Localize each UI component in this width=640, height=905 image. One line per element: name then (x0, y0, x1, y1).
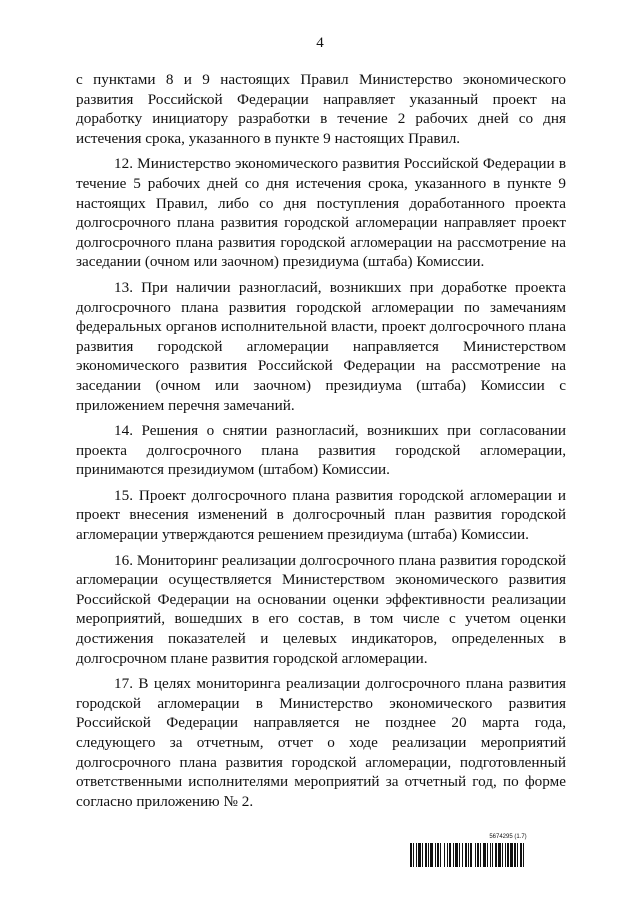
paragraph-12: 12. Министерство экономического развития Российской Федерации в течение 5 рабочих дней со дня истечения срока, указанного в пункте 9 настоящих Правил, либо со дня поступления доработанного проекта долгосрочного плана развития городской агломерации направляет проект долгосрочного плана развития городской агломерации на рассмотрение на заседании (очном или заочном) президиума (штаба) Комиссии. (76, 155, 566, 271)
paragraph-13: 13. При наличии разногласий, возникших при доработке проекта долгосрочного плана развития городской агломерации по замечаниям федеральных органов исполнительной власти, проект долгосрочного плана развития городской агломерации направляется Министерством экономического развития Российской Федерации на рассмотрение на заседании (очном или заочном) президиума (штаба) Комиссии с приложением перечня замечаний. (76, 278, 566, 414)
paragraph-15: 15. Проект долгосрочного плана развития городской агломерации и проект внесения изменений в долгосрочный план развития городской агломерации утверждаются решением президиума (штаба) Комиссии. (76, 486, 566, 544)
document-body (76, 70, 566, 817)
barcode-icon (410, 843, 570, 867)
paragraph-16: 16. Мониторинг реализации долгосрочного плана развития городской агломерации осуществляется Министерством экономического развития Российской Федерации на основании оценки эффективности реализации мероприятий, вошедших в его состав, в том числе с учетом оценки достижения показателей и целевых индикаторов, определенных в долгосрочном плане развития городской агломерации. (76, 551, 566, 667)
paragraph-14: 14. Решения о снятии разногласий, возникших при согласовании проекта долгосрочного плана развития городской агломерации, принимаются президиумом (штабом) Комиссии. (76, 422, 566, 479)
paragraph-continuation: с пунктами 8 и 9 настоящих Правил Министерство экономического развития Российской Федерации направляет указанный проект на доработку инициатору разработки в течение 2 рабочих дней со дня истечения срока, указанного в пункте 9 настоящих Правил. (76, 71, 566, 147)
page-number: 4 (316, 35, 324, 51)
document-code: 5674295 (1.7) (489, 834, 527, 840)
paragraph-17: 17. В целях мониторинга реализации долгосрочного плана развития городской агломерации в Министерство экономического развития Российской Федерации направляется не позднее 20 марта года, следующего за отчетным, отчет о ходе реализации мероприятий долгосрочного плана развития городской агломерации, подготовленный ответственными исполнителями мероприятий за отчетный год, по форме согласно приложению № 2. (76, 675, 566, 810)
